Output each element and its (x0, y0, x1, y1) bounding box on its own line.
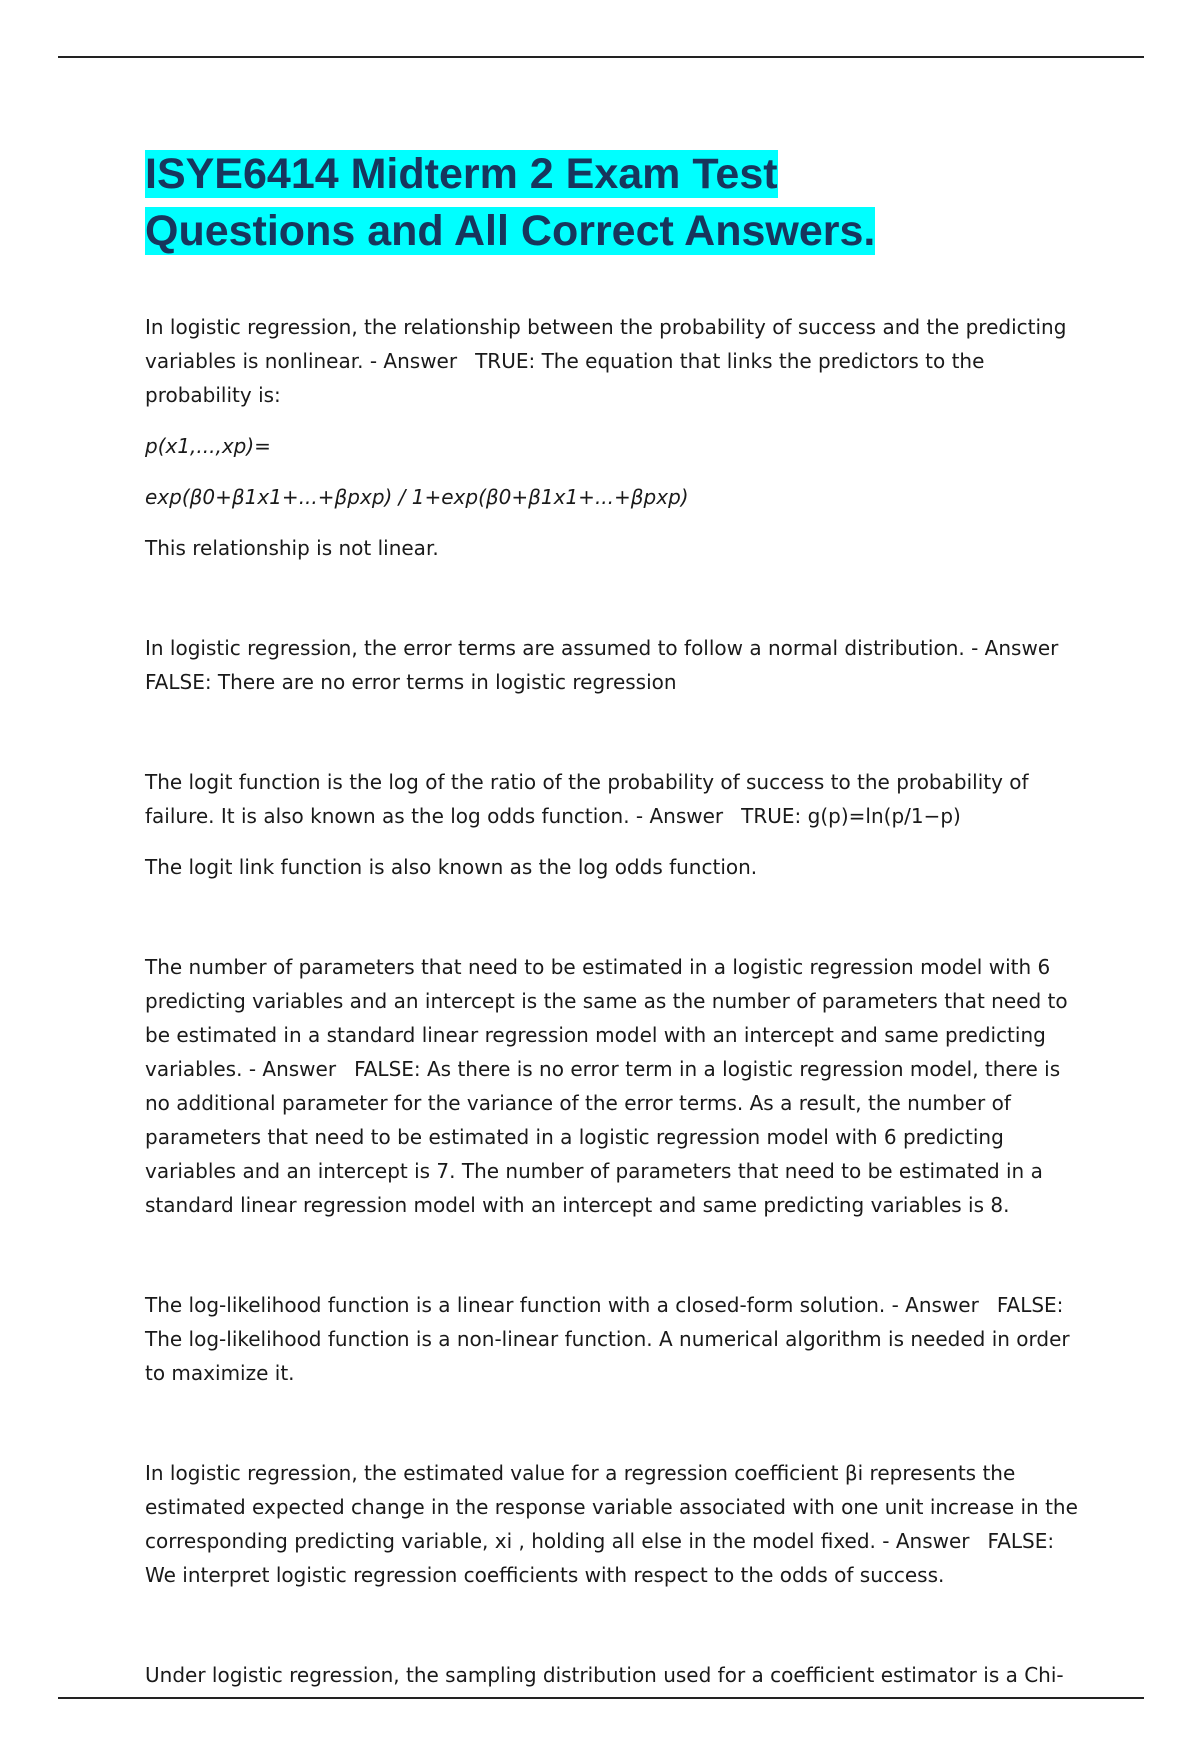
qa-question-answer (145, 765, 1085, 833)
qa-question-answer (145, 1288, 1085, 1390)
document-body (145, 146, 1085, 1758)
qa-question-answer (145, 1658, 1085, 1692)
answer-text: FALSE: The log-likelihood function is a non-linear function. A numerical algorithm is needed in order to maximize it. (145, 1293, 1070, 1385)
qa-question-answer (145, 950, 1085, 1222)
formula-rhs: exp(β0+β1x1+...+βpxp) / 1+exp(β0+β1x1+...+βpxp) (145, 485, 689, 509)
question-text: The number of parameters that need to be estimated in a logistic regression model with 6 predicting variables and an intercept is the same as the number of parameters that need to be estimated in a standard linear regression model with an intercept and same predicting variables. (145, 955, 1068, 1081)
answer-text: FALSE: There are no error terms in logistic regression (145, 670, 677, 694)
question-text: The logit function is the log of the ratio of the probability of success to the probability of failure. It is also known as the log odds function. (145, 770, 1029, 828)
title-line-1: ISYE6414 Midterm 2 Exam Test (145, 150, 778, 198)
footer-rule (58, 1697, 1144, 1699)
answer-text: TRUE: The equation that links the predictors to the probability is: (145, 349, 985, 407)
answer-text: TRUE: g(p)=ln(p/1−p) (741, 804, 961, 828)
qa-question-answer (145, 1456, 1085, 1592)
answer-note: This relationship is not linear. (145, 536, 439, 560)
qa-item (145, 631, 1085, 699)
answer-marker: - Answer (248, 1057, 337, 1081)
answer-marker: - Answer (635, 804, 724, 828)
qa-item (145, 1456, 1085, 1592)
header-rule (58, 56, 1144, 58)
answer-marker: - Answer (971, 636, 1059, 660)
document-title (145, 146, 1085, 260)
answer-text: FALSE: As there is no error term in a logistic regression model, there is no additional parameter for the variance of the error terms. As a result, the number of parameters that need to be estimated in a logistic regression model with 6 predicting variables and an intercept is 7. The number of parameters that need to be estimated in a standard linear regression model with an intercept and same predicting variables is 8. (145, 1057, 1061, 1217)
question-text: Under logistic regression, the sampling distribution used for a coefficient estimator is a Chi- (145, 1663, 1064, 1687)
qa-question-answer (145, 631, 1085, 699)
question-text: In logistic regression, the error terms are assumed to follow a normal distribution. (145, 636, 965, 660)
formula-lhs: p(x1,...,xp)= (145, 434, 271, 458)
question-text: In logistic regression, the estimated value for a regression coefficient βi represents the estimated expected change in the response variable associated with one unit increase in the corresponding predicting variable, xi , holding all else in the model fixed. (145, 1461, 1078, 1553)
qa-question-answer (145, 310, 1085, 412)
answer-text: FALSE: We interpret logistic regression coefficients with respect to the odds of success. (145, 1529, 1055, 1587)
answer-marker: - Answer (369, 349, 458, 373)
answer-marker: - Answer (891, 1293, 979, 1317)
title-line-2: Questions and All Correct Answers. (145, 207, 876, 255)
question-text: The log-likelihood function is a linear function with a closed-form solution. (145, 1293, 886, 1317)
qa-item (145, 765, 1085, 884)
answer-note: The logit link function is also known as the log odds function. (145, 855, 758, 879)
question-text: In logistic regression, the relationship between the probability of success and the predicting variables is nonlinear. (145, 315, 1067, 373)
qa-item (145, 310, 1085, 565)
qa-item (145, 1658, 1085, 1692)
qa-item (145, 1288, 1085, 1390)
qa-item (145, 950, 1085, 1222)
answer-marker: - Answer (882, 1529, 970, 1553)
